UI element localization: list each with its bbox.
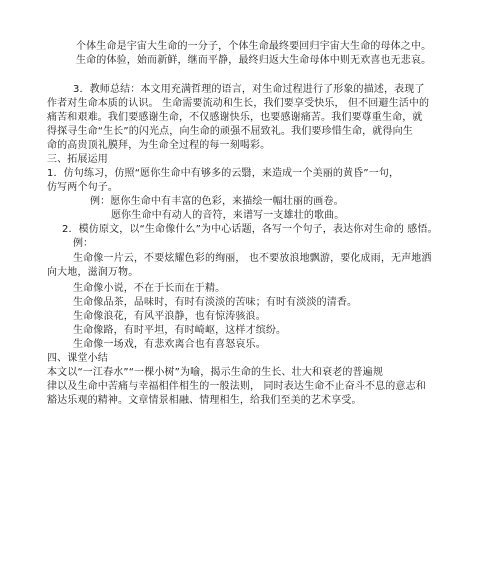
- text-line: 个体生命是宇宙大生命的一分子，个体生命最终要回归宇宙大生命的母体之中。: [76, 41, 432, 52]
- example-line: 愿你生命中有动人的音符，来谱写一支雄壮的歌曲。: [111, 210, 345, 221]
- text-line: 命的高贵顶礼膜拜，为生命全过程的每一刻喝彩。: [47, 140, 271, 151]
- section-heading: 三、拓展运用: [47, 154, 108, 165]
- text-line: 得探寻生命“生长”的闪光点，向生命的顽强不屈致礼。我们要珍惜生命，就得向生: [47, 126, 413, 137]
- text-line: 作者对生命本质的认识。 生命需要流动和生长，我们要享受快乐， 但不回避生活中的: [47, 98, 430, 109]
- text-line: 痛苦和艰难。我们要感谢生命，不仅感谢快乐，也要感谢痛苦。我们要尊重生命，就: [47, 112, 423, 123]
- text-line: 律以及生命中苦痛与幸福相伴相生的一般法则， 同时表达生命不止奋斗不息的意志和: [47, 381, 426, 392]
- text-line: 豁达乐观的精神。文章情景相融、情理相生，给我们至美的艺术享受。: [47, 395, 362, 406]
- text-line: 3．教师总结：本文用充满哲理的语言，对生命过程进行了形象的描述，表现了: [73, 84, 425, 95]
- example-line: 例：愿你生命中有丰富的色彩，来描绘一幅壮丽的画卷。: [90, 196, 344, 207]
- text-line: 本文以“一江春水”“一棵小树”为喻，揭示生命的生长、壮大和衰老的普遍规: [47, 367, 383, 378]
- text-line: 向大地，滋润万物。: [47, 267, 139, 278]
- text-line: 仿写两个句子。: [47, 182, 119, 193]
- text-line: 生命像路，有时平坦，有时崎岖，这样才缤纷。: [73, 325, 287, 336]
- text-line: 例：: [73, 238, 94, 249]
- text-line: 生命像一场戏，有悲欢离合也有喜怒哀乐。: [73, 339, 266, 350]
- text-line: 生命的体验，始而新鲜，继而平静，最终归返大生命母体中则无欢喜也无悲哀。: [76, 55, 432, 66]
- text-line: 生命像一片云，不要炫耀色彩的绚丽， 也不要放浪地飘游，要化成雨，无声地洒: [73, 253, 432, 264]
- text-line: 生命像品茶，品味时，有时有淡淡的苦味；有时有淡淡的清香。: [73, 297, 358, 308]
- section-heading: 四、课堂小结: [47, 353, 108, 364]
- text-line: 生命像小说，不在于长而在于精。: [73, 283, 226, 294]
- text-line: 2．模仿原文，以“生命像什么”为中心话题，各写一个句子，表达你对生命的 感悟。: [62, 224, 438, 235]
- text-line: 1．仿句练习，仿照“愿你生命中有够多的云翳，来造成一个美丽的黄昏”一句，: [47, 168, 400, 179]
- text-line: 生命像浪花，有风平浪静，也有惊涛骇浪。: [73, 311, 266, 322]
